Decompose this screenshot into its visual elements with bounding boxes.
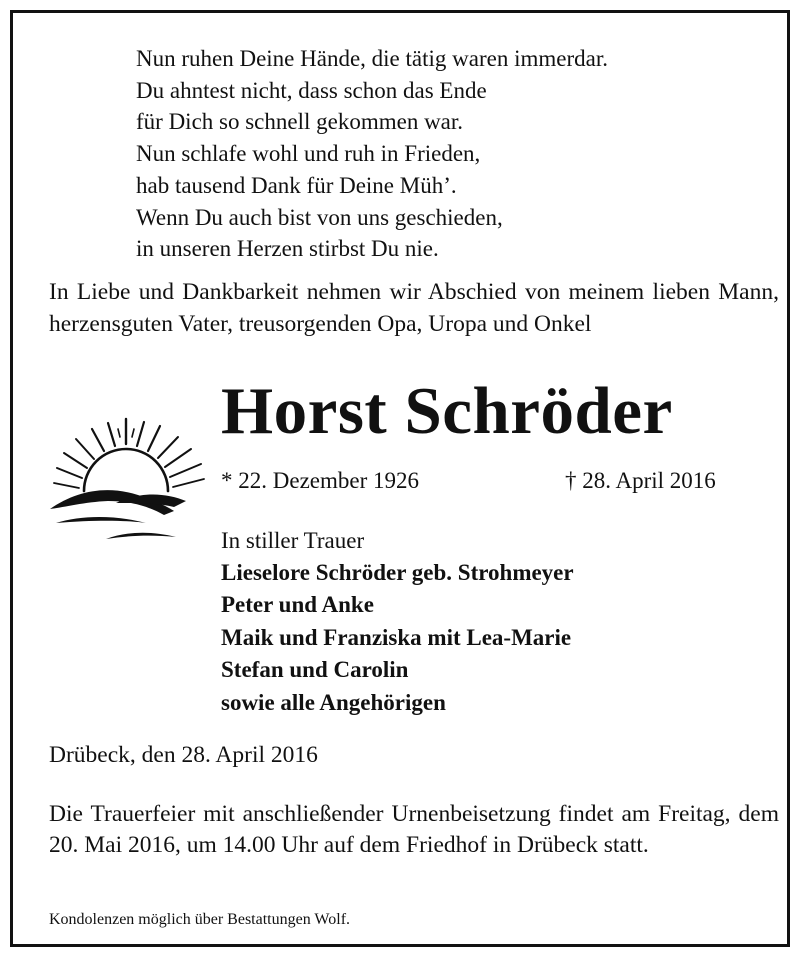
poem-line: Nun ruhen Deine Hände, die tätig waren immerdar. — [136, 46, 608, 71]
obituary-frame — [10, 10, 790, 947]
mourner-line: Peter und Anke — [221, 592, 374, 618]
funeral-notice: Die Trauerfeier mit anschließender Urnenbeisetzung findet am Freitag, dem 20. Mai 2016, um 14.00 Uhr auf dem Friedhof in Drübeck statt. — [49, 801, 779, 858]
poem — [136, 43, 608, 265]
poem-line: Nun schlafe wohl und ruh in Frieden, — [136, 141, 481, 167]
poem-line: in unseren Herzen stirbst Du nie. — [136, 236, 439, 262]
poem-line: Wenn Du auch bist von uns geschieden, — [136, 204, 503, 230]
birth-date: * 22. Dezember 1926 — [221, 468, 419, 493]
farewell-intro: In Liebe und Dankbarkeit nehmen wir Abschied von meinem lieben Mann, herzensguten Vater, treusorgenden Opa, Uropa und Onkel — [49, 279, 779, 337]
mourners-list — [221, 557, 574, 719]
poem-line: hab tausend Dank für Deine Müh’. — [136, 172, 457, 198]
poem-line: für Dich so schnell gekommen war. — [136, 109, 464, 135]
mourner-line: Lieselore Schröder geb. Strohmeyer — [221, 560, 574, 585]
mourner-line: Stefan und Carolin — [221, 657, 409, 683]
deceased-name: Horst Schröder — [221, 374, 673, 448]
sunset-hills-icon — [46, 411, 216, 551]
mourner-line: sowie alle Angehörigen — [221, 689, 446, 715]
place-and-date: Drübeck, den 28. April 2016 — [49, 742, 318, 768]
mourning-intro: In stiller Trauer — [221, 528, 365, 553]
mourner-line: Maik und Franziska mit Lea-Marie — [221, 624, 572, 650]
poem-line: Du ahntest nicht, dass schon das Ende — [136, 77, 487, 103]
death-date: † 28. April 2016 — [565, 468, 716, 493]
condolence-note: Kondolenzen möglich über Bestattungen Wolf. — [49, 911, 351, 928]
